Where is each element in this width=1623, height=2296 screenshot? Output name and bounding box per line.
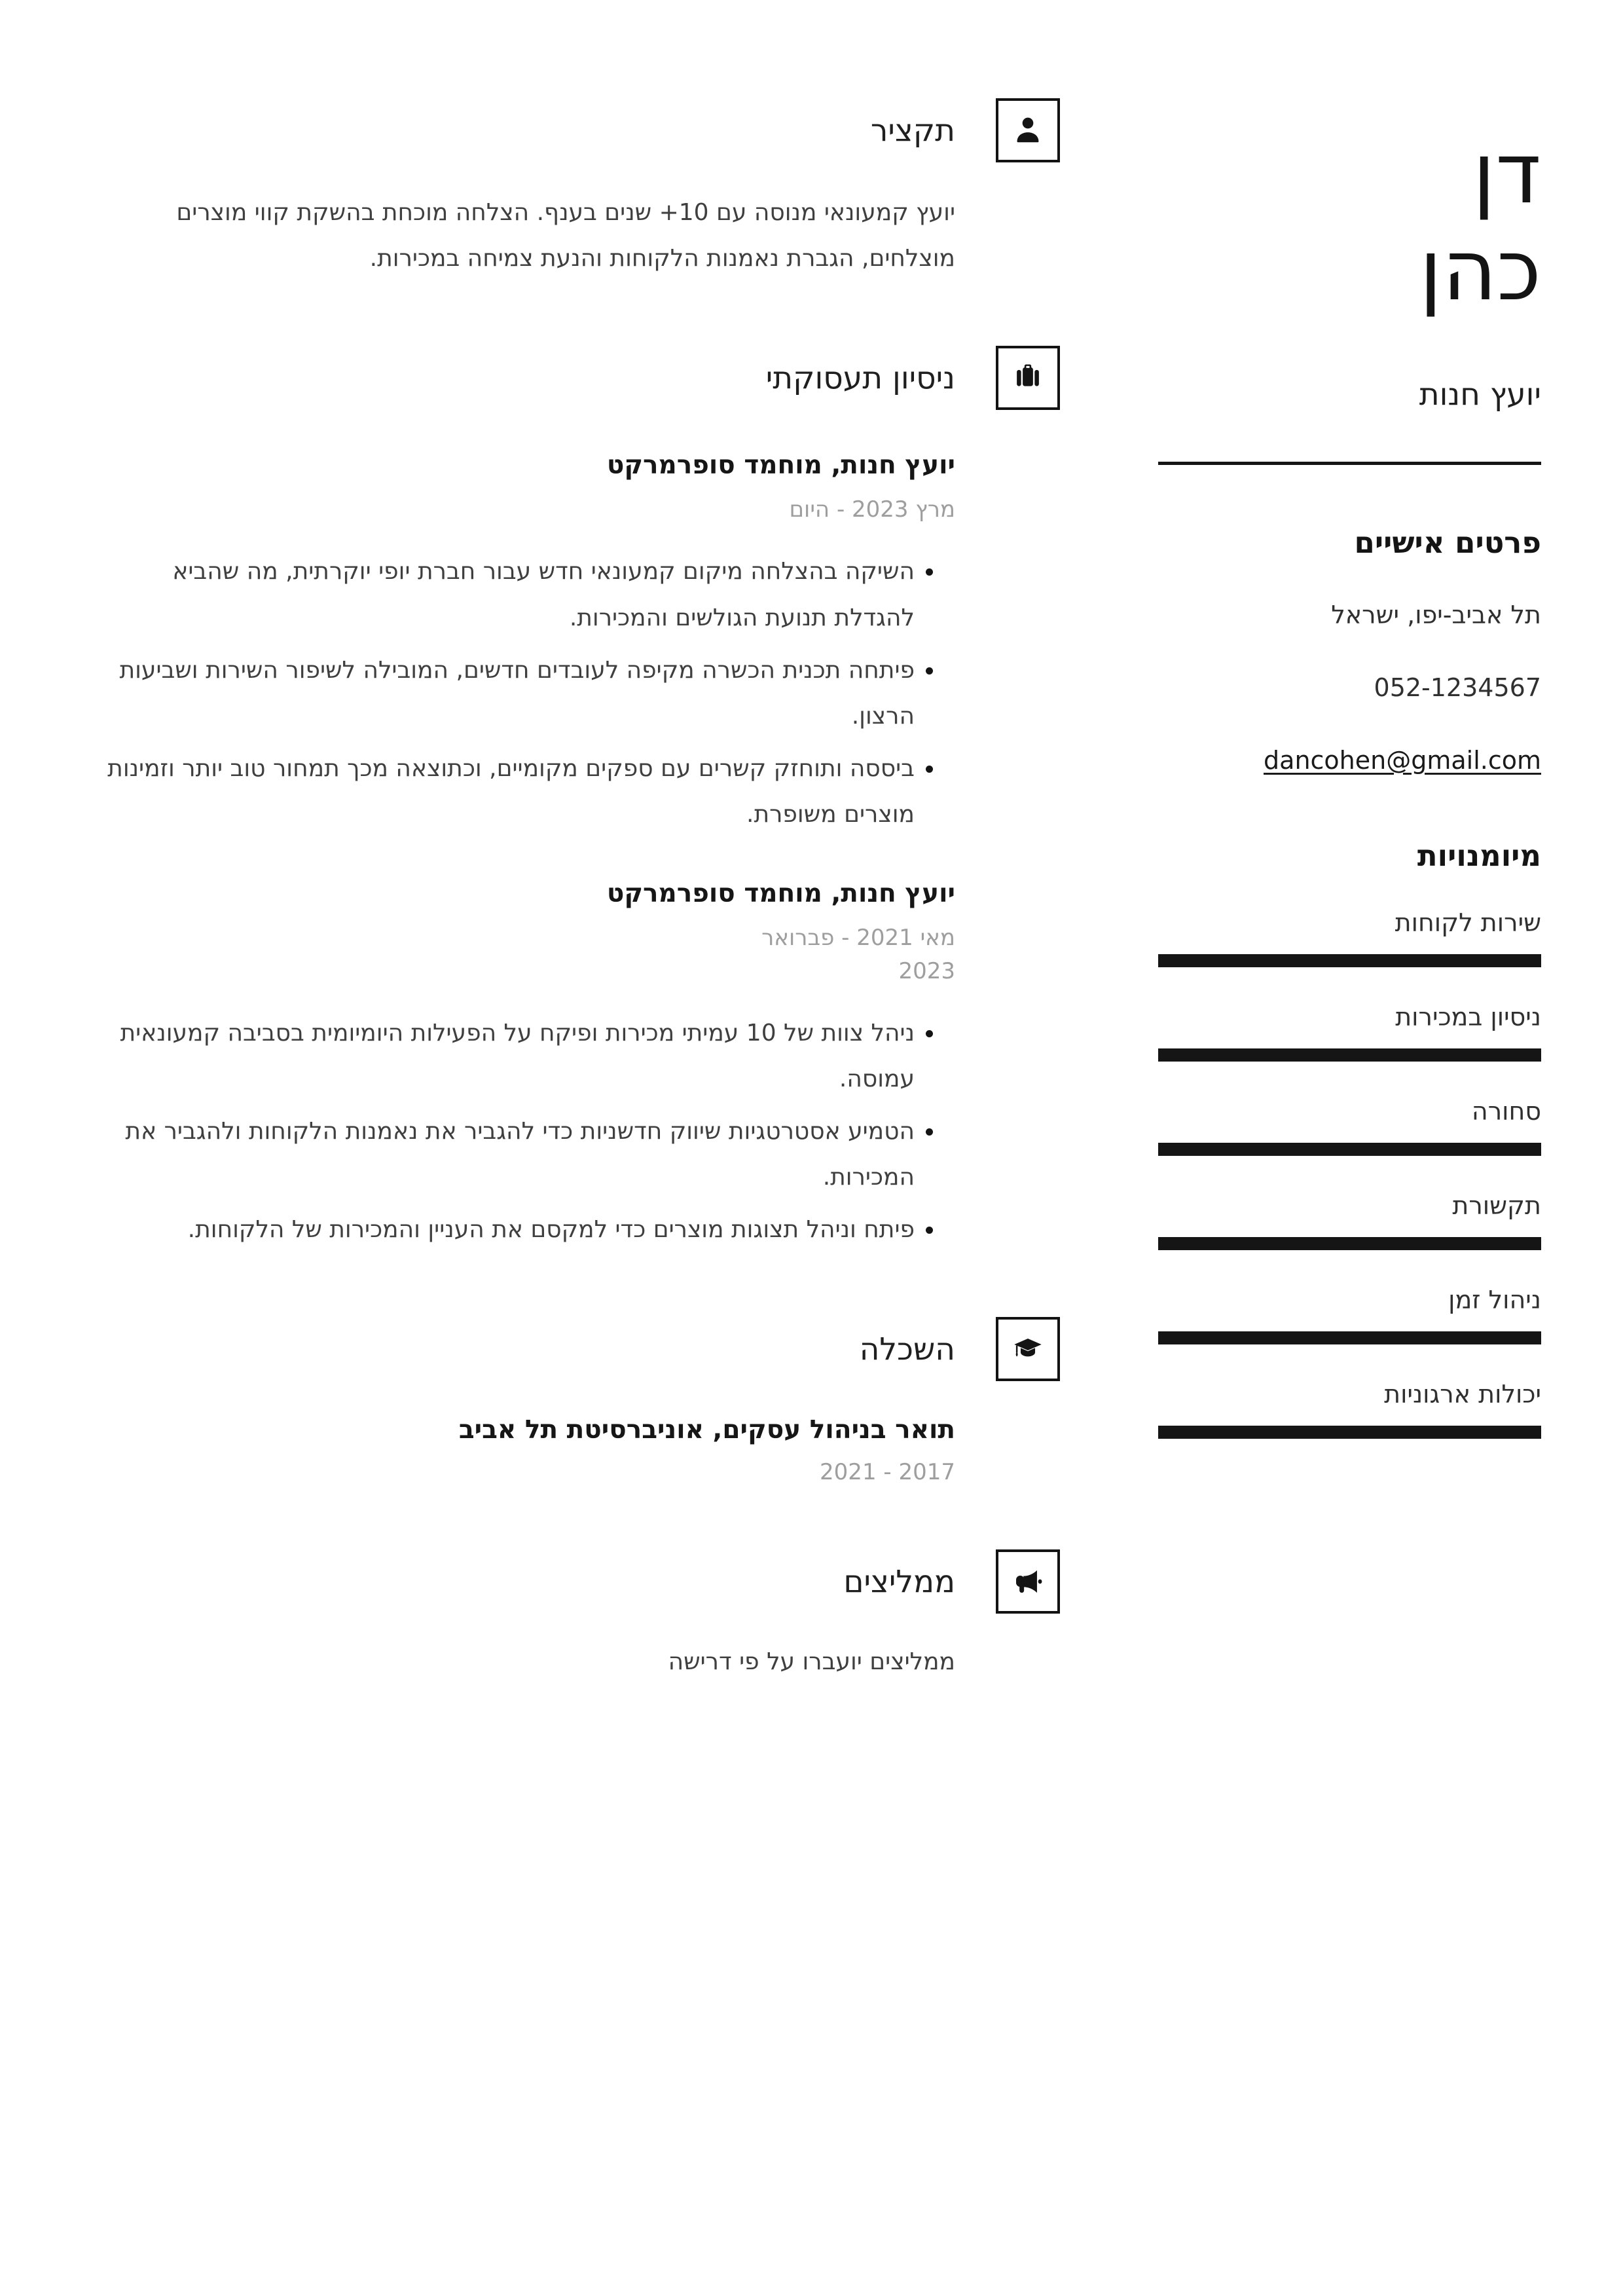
education-degree: תואר בניהול עסקים, אוניברסיטת תל אביב [458,1415,955,1445]
skill-label: יכולות ארגוניות [1384,1380,1541,1409]
section-references [98,1549,1060,1684]
sidebar [1158,98,1541,2296]
candidate-first-name: דן [1472,125,1541,223]
summary-header: תקציר [870,112,955,149]
skill-item [1158,1003,1541,1062]
references-body [98,1614,955,1684]
email-row [1158,743,1541,778]
skill-bar [1158,1426,1541,1439]
education-header: השכלה [859,1331,955,1367]
phone-text: 052-1234567 [1374,673,1541,702]
job-bullet: • ניהל צוות של 10 עמיתי מכירות ופיקח על הפעילות היומיומית בסביבה קמעונאית עמוסה. [98,1010,915,1102]
skill-bar [1158,1237,1541,1250]
summary-text: יועץ קמעונאי מנוסה עם 10+ שנים בענף. הצלחה מוכחת בהשקת קווי מוצרים מוצלחים, הגברת נאמנות הלקוחות והנעת צמיחה במכירות. [176,199,955,272]
email-link[interactable]: dancohen@gmail.com [1264,746,1541,775]
skill-label: ניהול זמן [1448,1286,1541,1315]
job-entry [98,451,955,838]
summary-icon-box [996,98,1060,162]
skill-label: תקשורת [1452,1191,1541,1221]
candidate-last-name: כהן [1419,222,1541,320]
job-title: יועץ חנות, מוחמד סופרמרקט [606,878,955,908]
skill-bar [1158,1143,1541,1156]
job-title: יועץ חנות, מוחמד סופרמרקט [606,451,955,481]
skill-bar-track [1158,1048,1541,1062]
skill-bar-track [1158,1426,1541,1439]
skill-bar [1158,954,1541,967]
education-dates: 2017 - 2021 [820,1459,955,1486]
main-content [98,98,1060,2296]
skill-bar [1158,1331,1541,1344]
skill-bar-track [1158,1237,1541,1250]
job-bullet-list [98,549,955,838]
job-bullet: • ביססה ותוחזק קשרים עם ספקים מקומיים, וכתוצאה מכך תמחור טוב יותר וזמינות מוצרים משופרת. [98,746,915,838]
candidate-job-title: יועץ חנות [1419,376,1541,413]
job-bullet: • פיתח וניהל תצוגות מוצרים כדי למקסם את העניין והמכירות של הלקוחות. [98,1207,915,1253]
education-body [98,1381,955,1485]
job-entry [98,879,955,1253]
education-icon-box [996,1317,1060,1381]
references-text: ממליצים יועברו על פי דרישה [668,1648,955,1676]
job-bullet: • השיקה בהצלחה מיקום קמעונאי חדש עבור חברת יופי יוקרתית, מה שהביא להגדלת תנועת הגולשים והמכירות. [98,549,915,640]
skill-bar-track [1158,1143,1541,1156]
references-header: ממליצים [843,1563,955,1600]
skill-item [1158,908,1541,967]
section-experience [98,346,1060,1253]
job-bullet: • הטמיע אסטרטגיות שיווק חדשניות כדי להגביר את נאמנות הלקוחות ולהגביר את המכירות. [98,1109,915,1200]
sidebar-divider [1158,462,1541,465]
skill-item [1158,1286,1541,1344]
job-bullet-list [98,1010,955,1253]
summary-body [98,162,955,282]
megaphone-icon [1010,1564,1046,1599]
skill-item [1158,1380,1541,1439]
person-icon [1010,113,1046,148]
job-bullet: • פיתחה תכנית הכשרה מקיפה לעובדים חדשים, המובילה לשיפור השירות ושביעות הרצון. [98,648,915,739]
skill-label: סחורה [1471,1097,1541,1126]
skill-bar [1158,1048,1541,1062]
skill-item [1158,1097,1541,1156]
experience-body [98,410,955,1253]
skill-bar-track [1158,954,1541,967]
experience-header: ניסיון תעסוקתי [765,360,955,396]
references-icon-box [996,1549,1060,1614]
section-education [98,1317,1060,1485]
experience-icon-box [996,346,1060,410]
briefcase-icon [1010,360,1046,396]
job-dates: מאי 2021 - פברואר 2023 [761,924,955,984]
section-summary [98,98,1060,282]
location-text: תל אביב-יפו, ישראל [1331,600,1541,629]
skill-label: שירות לקוחות [1395,908,1541,938]
skill-bar-track [1158,1331,1541,1344]
job-dates: מרץ 2023 - היום [789,496,955,523]
skill-label: ניסיון במכירות [1395,1003,1541,1032]
skill-item [1158,1191,1541,1250]
personal-details-header: פרטים אישיים [1354,525,1541,560]
candidate-name [1158,126,1541,320]
skills-header: מיומנויות [1417,838,1541,874]
graduation-cap-icon [1010,1331,1046,1367]
